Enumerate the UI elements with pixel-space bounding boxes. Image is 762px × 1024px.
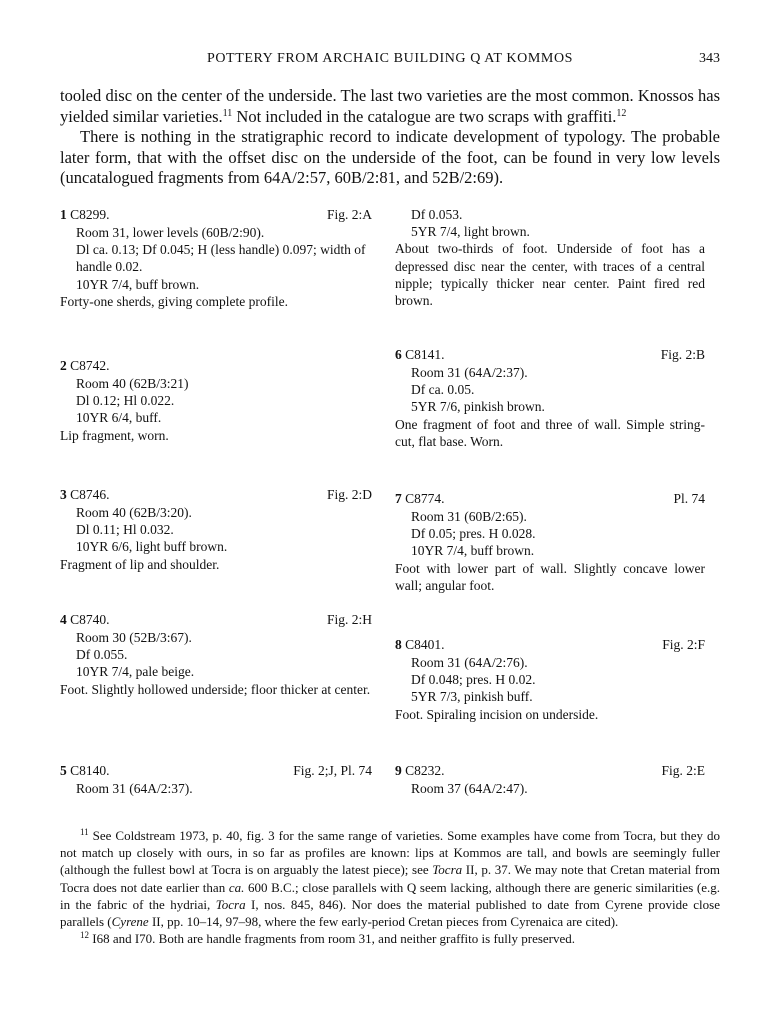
entry-provenance: Room 31 (64A/2:76). — [411, 655, 528, 670]
entry-figure-ref: Fig. 2:H — [326, 612, 372, 627]
entry-dimensions: Dl ca. 0.13; Df 0.045; H (less handle) 0.097; width of handle 0.02. — [76, 242, 366, 275]
catalogue-entry-7 — [395, 490, 705, 594]
catalogue-entry-3 — [60, 486, 372, 573]
catalogue-entry-2 — [60, 357, 372, 444]
footnote-11-cyrene: Cyrene — [111, 914, 149, 930]
running-header — [60, 51, 720, 71]
entry-color: 5YR 7/3, pinkish buff. — [411, 689, 533, 705]
entry-id: C8140. — [70, 763, 110, 778]
entry-dimensions: Df 0.05; pres. H 0.028. — [411, 526, 536, 542]
entry-figure-ref: Fig. 2:B — [660, 347, 705, 362]
entry-dimensions: Df ca. 0.05. — [411, 382, 475, 398]
entry-description: Foot with lower part of wall. Slightly concave lower wall; angular foot. — [395, 560, 705, 593]
footnote-11-tocra-ii: Tocra — [432, 862, 463, 878]
entry-number: 4 — [60, 612, 67, 627]
entry-description: Forty-one sherds, giving complete profile. — [60, 293, 288, 309]
entry-id: C8740. — [70, 612, 110, 627]
footnote-11-tocra-i: Tocra — [215, 896, 246, 912]
entry-color: 10YR 7/4, buff brown. — [76, 276, 200, 292]
entry-description: Foot. Spiraling incision on underside. — [395, 706, 599, 722]
intro-p1-text2: Not included in the catalogue are two scraps with graffiti. — [232, 106, 617, 126]
entry-description: About two-thirds of foot. Underside of foot has a depressed disc near the center, with traces of a central nipple; typically thicker near center. Paint fired red brown. — [395, 241, 705, 309]
entry-figure-ref: Fig. 2:D — [326, 487, 372, 502]
entry-id: C8746. — [70, 487, 110, 502]
entry-provenance: Room 30 (52B/3:67). — [76, 630, 192, 645]
entry-id: C8774. — [405, 491, 445, 506]
footnote-ref-11[interactable]: 11 — [222, 107, 233, 119]
entry-figure-ref: Fig. 2;J, Pl. 74 — [293, 763, 372, 778]
entry-dimensions: Dl 0.11; Hl 0.032. — [76, 522, 174, 538]
catalogue-entry-5-continued — [395, 206, 705, 309]
entry-color: 10YR 6/6, light buff brown. — [76, 539, 228, 555]
entry-id: C8742. — [70, 358, 110, 373]
entry-number: 5 — [60, 763, 67, 778]
entry-figure-ref: Fig. 2:E — [661, 763, 705, 778]
entry-dimensions: Df 0.053. — [411, 207, 463, 222]
entry-dimensions: Df 0.048; pres. H 0.02. — [411, 672, 536, 688]
entry-color: 10YR 6/4, buff. — [76, 410, 162, 426]
entry-provenance: Room 40 (62B/3:20). — [76, 505, 192, 520]
entry-color: 10YR 7/4, pale beige. — [76, 664, 195, 680]
entry-provenance: Room 31 (60B/2:65). — [411, 509, 527, 524]
entry-number: 8 — [395, 637, 402, 652]
catalogue-entry-9 — [395, 762, 705, 797]
entry-id: C8141. — [405, 347, 445, 362]
entry-provenance: Room 31 (64A/2:37). — [76, 781, 193, 796]
entry-number: 3 — [60, 487, 67, 502]
entry-figure-ref: Fig. 2:A — [326, 207, 372, 222]
footnote-11-text-a: See Coldstream 1973, p. 40, fig. 3 for the same range of varieties. Some examples have come from Tocra, but they do not match up closely with ours, in so far as profiles are known: lips at Kommos are tall, and bowls are seemingly fuller (although the fullest bowl at Tocra is on arguably the latest piece); see — [60, 828, 721, 878]
running-title: POTTERY FROM ARCHAIC BUILDING Q AT KOMMOS — [206, 51, 574, 66]
entry-description: Foot. Slightly hollowed underside; floor thicker at center. — [60, 681, 371, 697]
entry-id: C8401. — [405, 637, 445, 652]
entry-figure-ref: Pl. 74 — [673, 491, 705, 506]
catalogue-entry-1 — [60, 206, 372, 310]
footnote-11-text-b: II, p. 37. We may note that Cretan material from Tocra does not date earlier than — [60, 862, 720, 895]
entry-provenance: Room 31, lower levels (60B/2:90). — [76, 225, 265, 240]
catalogue-entry-5 — [60, 762, 372, 797]
entry-provenance: Room 31 (64A/2:37). — [411, 365, 528, 380]
entry-figure-ref: Fig. 2:F — [662, 637, 705, 652]
entry-number: 7 — [395, 491, 402, 506]
entry-number: 2 — [60, 358, 67, 373]
footnote-ref-12[interactable]: 12 — [616, 107, 627, 119]
catalogue-entry-8 — [395, 636, 705, 723]
entry-dimensions: Dl 0.12; Hl 0.022. — [76, 393, 175, 409]
entry-description: Lip fragment, worn. — [60, 427, 169, 443]
entry-number: 9 — [395, 763, 402, 778]
entry-number: 1 — [60, 207, 67, 222]
entry-provenance: Room 37 (64A/2:47). — [411, 781, 528, 796]
entry-id: C8232. — [405, 763, 445, 778]
entry-color: 10YR 7/4, buff brown. — [411, 543, 535, 559]
entry-number: 6 — [395, 347, 402, 362]
footnote-11-text-c: 600 B.C.; close parallels with Q seem lacking, although there are generic similarities (e.g. in the fabric of the hydriai, — [60, 879, 720, 912]
catalogue-entry-6 — [395, 346, 705, 450]
footnote-number: 11 — [80, 827, 89, 837]
footnotes — [60, 827, 720, 947]
intro-paragraph-1 — [60, 86, 720, 127]
intro-p1-text: tooled disc on the center of the underside. The last two varieties are the most common. Knossos has yielded similar varieties. — [60, 86, 720, 126]
entry-id: C8299. — [70, 207, 110, 222]
footnote-12 — [60, 930, 720, 947]
intro-text — [60, 86, 720, 189]
catalogue-entry-4 — [60, 611, 372, 698]
entry-description: Fragment of lip and shoulder. — [60, 556, 220, 572]
entry-dimensions: Df 0.055. — [76, 647, 128, 663]
entry-color: 5YR 7/6, pinkish brown. — [411, 399, 545, 415]
footnote-11-text-e: II, pp. 10–14, 97–98, where the few early-period Cretan pieces from Cyrenaica are cited). — [148, 914, 619, 930]
page-number: 343 — [699, 51, 720, 66]
footnote-11 — [60, 827, 720, 930]
entry-description: One fragment of foot and three of wall. Simple string-cut, flat base. Worn. — [395, 416, 705, 449]
entry-provenance: Room 40 (62B/3:21) — [76, 376, 189, 391]
footnote-11-ca: ca. — [228, 879, 245, 895]
footnote-12-text: I68 and I70. Both are handle fragments from room 31, and neither graffito is fully preserved. — [92, 931, 576, 947]
intro-paragraph-2: There is nothing in the stratigraphic record to indicate development of typology. The probable later form, that with the offset disc on the underside of the foot, can be found in very low levels (uncatalogued fragments from 64A/2:57, 60B/2:81, and 52B/2:69). — [60, 127, 720, 187]
footnote-11-text-d: I, nos. 845, 846). Nor does the material published to date from Cyrene provide close parallels ( — [60, 896, 720, 930]
footnote-number: 12 — [80, 930, 89, 941]
entry-color: 5YR 7/4, light brown. — [411, 224, 530, 240]
